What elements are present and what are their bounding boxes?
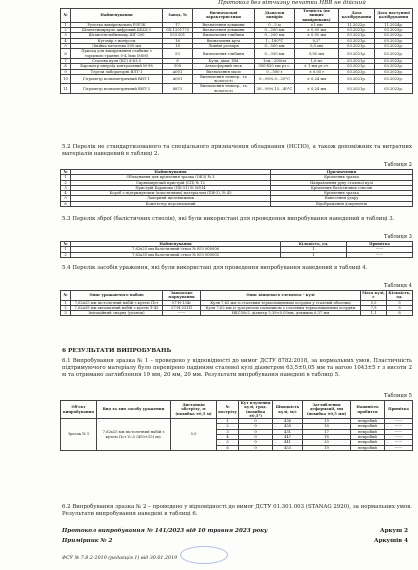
table-cell: 1 (61, 22, 71, 27)
column-header: № (61, 291, 71, 301)
column-header: Найменування (71, 170, 271, 175)
table-cell: непробий (351, 424, 385, 429)
ammunition-table (60, 290, 413, 316)
table-cell: 2 (61, 28, 71, 33)
table-row (61, 38, 413, 43)
weapons-table (60, 241, 413, 258)
table-cell: 7 (61, 58, 71, 63)
table-cell: 03.2021р. (339, 33, 375, 38)
table-cell: 16 (163, 38, 193, 43)
table-cell: 3 (61, 185, 71, 190)
table-row (61, 252, 413, 257)
table-cell: 8 (163, 58, 193, 63)
column-header: Маса кулі, г (362, 291, 385, 300)
table-cell: 18 (163, 44, 193, 49)
table-cell: 03.2023р. (375, 33, 413, 38)
table-cell: 18 (303, 435, 351, 440)
equipment-table (60, 8, 413, 94)
table-cell: 0…5 м (255, 22, 295, 27)
test-object-cell: Зразок № 1 (61, 419, 97, 451)
table-cell: 03.2023р. (375, 44, 413, 49)
table-cell: ------ (347, 252, 413, 257)
table-cell: 5 (217, 440, 239, 445)
table-row (61, 74, 413, 84)
column-header: Призначення (271, 170, 413, 175)
table-cell: 03.2021р. (339, 44, 375, 49)
paragraph-5-2: 5.2 Перелік не стандартизованого та спеціального призначення обладнання (НСПО), а також допоміжних та витратних матеріалів наведений в таблиці 2. (62, 144, 412, 158)
column-header: Наявність пробиття (351, 401, 385, 419)
table-cell: 17 (163, 22, 193, 27)
table-cell: 447 (273, 435, 303, 440)
table-cell: 300-820 мм рт.с. (255, 64, 295, 69)
table-cell: Нанесення удару (271, 196, 413, 201)
table-cell: Кутомір з ноніусом (71, 38, 163, 43)
table-cell: Кріплення зразка (271, 175, 413, 180)
table-cell: Визначення довжини (193, 28, 255, 33)
table-cell: Визначення маси (193, 69, 255, 74)
table-cell: непробий (351, 440, 385, 445)
copy-number: Примірник № 2 (62, 538, 113, 544)
table-cell: 11.2024р. (375, 22, 413, 27)
column-header: Завод. № (163, 9, 193, 23)
table-cell: Рулетка вимірювальна Р5УЗК (71, 22, 163, 27)
table-cell: ± 0,24 мм (295, 74, 339, 84)
table-cell: 0 (239, 429, 273, 434)
table-cell: 0…500 г (255, 69, 295, 74)
table-cell: 0…200 мм (255, 33, 295, 38)
table-cell: GX 1201775 (163, 28, 193, 33)
column-header: Найменування (71, 242, 281, 247)
table-cell: Спрямовуючий пристрій (СП) № 12 (71, 180, 271, 185)
table-cell: ------ (385, 445, 413, 450)
table-cell: 0…500 мм (255, 44, 295, 49)
table-cell: 1 (217, 419, 239, 424)
table-cell: 458 (273, 424, 303, 429)
table-cell: ± 0,05 г (295, 69, 339, 74)
sheet-count: Аркушів 4 (374, 538, 408, 544)
table-cell: 03.2023р. (375, 28, 413, 33)
table-cell: 0 (239, 440, 273, 445)
table-cell: 5 (61, 196, 71, 201)
table-cell: 0 (239, 424, 273, 429)
table-cell: 2 (61, 305, 71, 310)
column-header: Заглиблення деформації, мм (похибка ±0,5 мм) (303, 401, 351, 419)
table-cell: 431 (273, 429, 303, 434)
table-cell: 5 (61, 44, 71, 49)
column-header: № (61, 9, 71, 23)
table-row (61, 311, 413, 316)
table-cell: 8 (387, 311, 413, 316)
table-cell: Кріплення балістичних стволів (271, 185, 413, 190)
table-cell: 1 (281, 247, 347, 252)
table-cell: Комп'ютер персональний (71, 201, 271, 206)
table-cell: Штангенглибиномір ШГ-200 (71, 33, 163, 38)
table-cell: ------ (163, 311, 201, 316)
table-cell: 5,5 (361, 300, 387, 305)
table-cell: 1 (61, 247, 71, 252)
column-header: Дата калібрування (339, 9, 375, 23)
nspo-table (60, 169, 413, 207)
table-cell: 19 (303, 419, 351, 424)
table-row (61, 201, 413, 206)
table-cell: Пристрій Баранова (ПБ-51) № М014 (71, 185, 271, 190)
table-cell: 17 (303, 429, 351, 434)
table-cell: 1см…200см (255, 58, 295, 63)
table-cell: 8 (61, 64, 71, 69)
table-row (61, 64, 413, 69)
table-cell: ±1 мм (295, 22, 339, 27)
protocol-number: Протокол випробування № 141/2023 від 10 травня 2023 року (62, 528, 268, 534)
table-cell: Визначення темпер., та вологості (193, 84, 255, 94)
table-cell: 1,1 (361, 311, 387, 316)
table-cell: 7,9 (361, 305, 387, 310)
column-header: Визначальні характеристики (193, 9, 255, 23)
table-cell: 0,5 мм (295, 44, 339, 49)
table-cell: 11 (61, 84, 71, 94)
table-cell: 5 (387, 305, 413, 310)
table-row (61, 84, 413, 94)
table-cell: Лакерний щелевпіжчик (71, 196, 271, 201)
table-row (61, 44, 413, 49)
table-cell: НКС30с2, діаметр 5,39±0,05мм, довжина 6,37 мм (201, 311, 361, 316)
table-cell: 20 (303, 440, 351, 445)
table-cell: 0 (239, 435, 273, 440)
table-cell: Куля 7,62 мм із сталевим термозміцненим осердям у сталевій оболонці (201, 300, 361, 305)
table-cell: 19 (303, 445, 351, 450)
table-cell: 03.2021р. (339, 38, 375, 43)
results-table (60, 400, 413, 451)
column-header: Об'єкт випробування (61, 401, 97, 419)
table-cell: 4 (61, 191, 71, 196)
table-cell: 7,62х39 мм балістичний ствол № ЮЗ 000003 (71, 252, 281, 257)
table-cell: 4 (217, 435, 239, 440)
table-cell: 1 (61, 175, 71, 180)
table-cell: ------ (385, 429, 413, 434)
table-cell: Визначення темпер., та вологості (193, 74, 255, 84)
table-cell: Гігрометр психометричний ВИТ-2 (71, 84, 163, 94)
table-cell: 03.2021р. (339, 64, 375, 69)
distance-cell: 5,0 (171, 419, 217, 451)
table-cell: ------ (385, 419, 413, 424)
stamp-seal (180, 546, 228, 564)
table-cell: 7,62х25 мм балістичний ствол № ЮЗ 000006 (71, 247, 281, 252)
table-cell: 6 (61, 201, 71, 206)
column-header: Вид та тип засобу ураження (97, 401, 171, 419)
column-header: Точність (не вищих вимірювань) (295, 9, 339, 23)
table-cell: A001 (163, 74, 193, 84)
column-header: Найменування (71, 9, 163, 23)
table-cell: 53 (163, 49, 193, 59)
table-cell: 8872 (163, 84, 193, 94)
column-header: Опис уражаючого набою (71, 291, 163, 301)
column-header: № (61, 170, 71, 175)
table-cell: Прилад для вимірювання глибини з торцевою гранню 0-4,5мм (М08) (71, 49, 163, 59)
column-header: Примітка (385, 401, 413, 419)
column-header: Кількість, од. (281, 242, 347, 247)
table-cell: непробий (351, 429, 385, 434)
table-cell: 453 (273, 445, 303, 450)
table-cell: непробий (351, 435, 385, 440)
table-cell: 2 (217, 424, 239, 429)
table-cell: ------ (347, 247, 413, 252)
column-header: Кут влучення кулі, град. (похибка ±0,5°) (239, 401, 273, 419)
table-cell: Сталева куля (КС) d-63,5 (71, 58, 163, 63)
table-cell: ------ (385, 435, 413, 440)
paragraph-6-1: 6.1 Випробування зразка № 1 – проведено у відповідності до вимог ДСТУ 8782:2018, за нормальних умов. Пластичність підтримуючого матеріалу було перевірено падінням сталевої кулі діаметром 63,5±0,05 мм та вагою 1043±5 г з висоти 2 м та отримано заглиблення 19 мм, 20 мм, 20 мм. Результати випробування наведені в таблиці 5. (62, 358, 412, 379)
table-cell: 57-Н-134с (163, 300, 201, 305)
table-cell: 03.2023р. (375, 84, 413, 94)
column-header: Опис кінцевого елемента - кулі (201, 291, 361, 301)
table-cell: 03.2023р. (375, 38, 413, 43)
table-cell: 03.2021р. (339, 49, 375, 59)
table-cell: 509 (163, 64, 193, 69)
column-header: Примітка (347, 242, 413, 247)
table-row (61, 33, 413, 38)
table-cell: 0 (239, 445, 273, 450)
table-3-caption: Таблиця 3 (384, 234, 412, 240)
table-cell: 5 (387, 300, 413, 305)
table-cell: 03.2021р. (339, 28, 375, 33)
table-cell: 6 (61, 49, 71, 59)
table-cell: Відображення документів (271, 201, 413, 206)
table-cell: 03.2023р. (375, 64, 413, 69)
table-2-caption: Таблиця 2 (384, 162, 412, 168)
table-cell: 7,62х25 мм пістолетний набій з кулею Пст (71, 300, 163, 305)
table-cell: 03.2023р. (375, 69, 413, 74)
section-6-title: 6 РЕЗУЛЬТАТИ ВИПРОБУВАНЬ (62, 348, 172, 354)
table-cell: Визначення глибини (193, 49, 255, 59)
table-cell: ± 1 мм рт.ст. (295, 64, 339, 69)
table-cell: 1…180°С (255, 38, 295, 43)
form-reference: ФСУ № 7.8.2-2019 (редакція 1) від 30.01.2019 (62, 556, 178, 561)
table-cell: 0…200 мм (255, 28, 295, 33)
table-cell: Визначення кута (193, 38, 255, 43)
table-cell: Штангенциркуль цифровий ШЦЦ-1 (71, 28, 163, 33)
sheet-number: Аркуш 2 (380, 528, 408, 534)
table-cell: ± 0,24 мм (295, 84, 339, 94)
table-cell: 3 (217, 429, 239, 434)
paragraph-5-3: 5.3 Перелік зброї (балістичних стволів), які були використані для проведення випробування наведений в таблиці 3. (62, 216, 395, 222)
header-title: Протокол без вітчизну печатки НВВ не дійсний (218, 0, 366, 6)
table-cell: 11.2022р. (339, 22, 375, 27)
table-cell: 03.2021р. (339, 74, 375, 84)
table-cell: ------ (385, 424, 413, 429)
table-cell: 03.2021р. (339, 58, 375, 63)
table-cell: Визначення глибини (193, 33, 255, 38)
table-cell: 10 (61, 74, 71, 84)
table-cell: 0…350 мм (255, 49, 295, 59)
table-cell: непробий (351, 419, 385, 424)
table-cell: 1 (61, 300, 71, 305)
table-cell: 441 (273, 440, 303, 445)
table-4-caption: Таблиця 4 (384, 283, 412, 289)
table-cell: 03.2023р. (375, 74, 413, 84)
table-cell: 57-Н-231П (163, 305, 201, 310)
table-cell: Направлення руху сталевої кулі (271, 180, 413, 185)
table-cell: Куля 7,62 мм із трасуючою пальником з сталевим термозміцненим осердям (201, 305, 361, 310)
column-header: Дата наступної калібрування (375, 9, 413, 23)
table-cell: Обладнання для кріплення зразка (ОКЗ) № 3 (71, 175, 271, 180)
table-row (61, 49, 413, 59)
paragraph-5-4: 5.4 Перелік засобів ураження, які були використані для проведення випробування наведений в таблиці 4. (62, 265, 368, 271)
table-cell: Лінійні розміри (193, 44, 255, 49)
table-cell: Куля, діам. ПМ (193, 58, 255, 63)
table-cell: 7,62х39 мм автоматний набій з кулею Т-45 (71, 305, 163, 310)
column-header: Заводське маркування (163, 291, 201, 301)
table-cell: ± 0,05 мм (295, 28, 339, 33)
table-cell: 533.501 (163, 33, 193, 38)
table-cell: Лінійка металева 500 мм (71, 44, 163, 49)
table-cell: Барометр-анероїд контрольний М-98 (71, 64, 163, 69)
table-cell: 03.2023р. (375, 49, 413, 59)
table-cell: ------ (385, 440, 413, 445)
table-5-caption: Таблиця 5 (384, 393, 412, 399)
column-header: Кількість, од. (388, 291, 411, 300)
weapon-cell: 7,62х25 мм пістолетний набій з кулею Пст V₂,5 (450±15) м/с (97, 419, 171, 451)
table-cell: 0,05 мм (295, 49, 339, 59)
column-header: Дистанція обстрілу, м (похибка ±0,5 м) (171, 401, 217, 419)
table-cell: 436 (273, 419, 303, 424)
table-cell: 20…90% 15…40°С (255, 84, 295, 94)
table-cell: 0 (239, 419, 273, 424)
table-cell: 2 (61, 180, 71, 185)
column-header: Швидкість кулі, м/с (273, 401, 303, 419)
table-cell: 1,6 мг (295, 58, 339, 63)
table-cell: непробий (351, 445, 385, 450)
table-cell: 03.2021р. (339, 84, 375, 94)
table-cell: 03.2023р. (375, 58, 413, 63)
table-cell: Короб з підтримуючим (пластичним) матеріалом (ПФ-3), № 45 (71, 191, 271, 196)
column-header: № пострілу (217, 401, 239, 419)
column-header: Діапазон вимірів (255, 9, 295, 23)
table-cell: Гігрометр психометричний ВИТ-1 (71, 74, 163, 84)
table-cell: 1 (281, 252, 347, 257)
column-header: № (61, 242, 71, 247)
table-cell: 0…90% 0…25°С (255, 74, 295, 84)
table-cell: A001 (163, 69, 193, 74)
table-cell: 6 (217, 445, 239, 450)
table-cell: Визначення довжини (193, 22, 255, 27)
table-cell: Атмосферний тиск (193, 64, 255, 69)
table-cell: 18 (303, 424, 351, 429)
table-row (61, 28, 413, 33)
paragraph-6-2: 6.2 Випробування зразка № 2 – проведено у відповідності до вимог ДСТУ 01.301.003 (STANAG 2920), за нормальних умов. Результати випробування наведені в таблиці 6. (62, 504, 412, 518)
table-cell: 03.2021р. (339, 69, 375, 74)
table-row (61, 69, 413, 74)
table-row (61, 22, 413, 27)
table-cell: ± 0,05 мм (295, 33, 339, 38)
table-cell: Терези лабораторні ВЛТ-1 (71, 69, 163, 74)
table-cell: 3 (61, 33, 71, 38)
table-cell: 9 (61, 69, 71, 74)
table-cell: 4 (61, 38, 71, 43)
table-cell: Імітаційний снаряд (уламок) (71, 311, 163, 316)
table-cell: 0,2° (295, 38, 339, 43)
table-cell: Кріплення зразка (271, 191, 413, 196)
table-row (61, 58, 413, 63)
table-cell: 2 (61, 252, 71, 257)
table-cell: 3 (61, 311, 71, 316)
